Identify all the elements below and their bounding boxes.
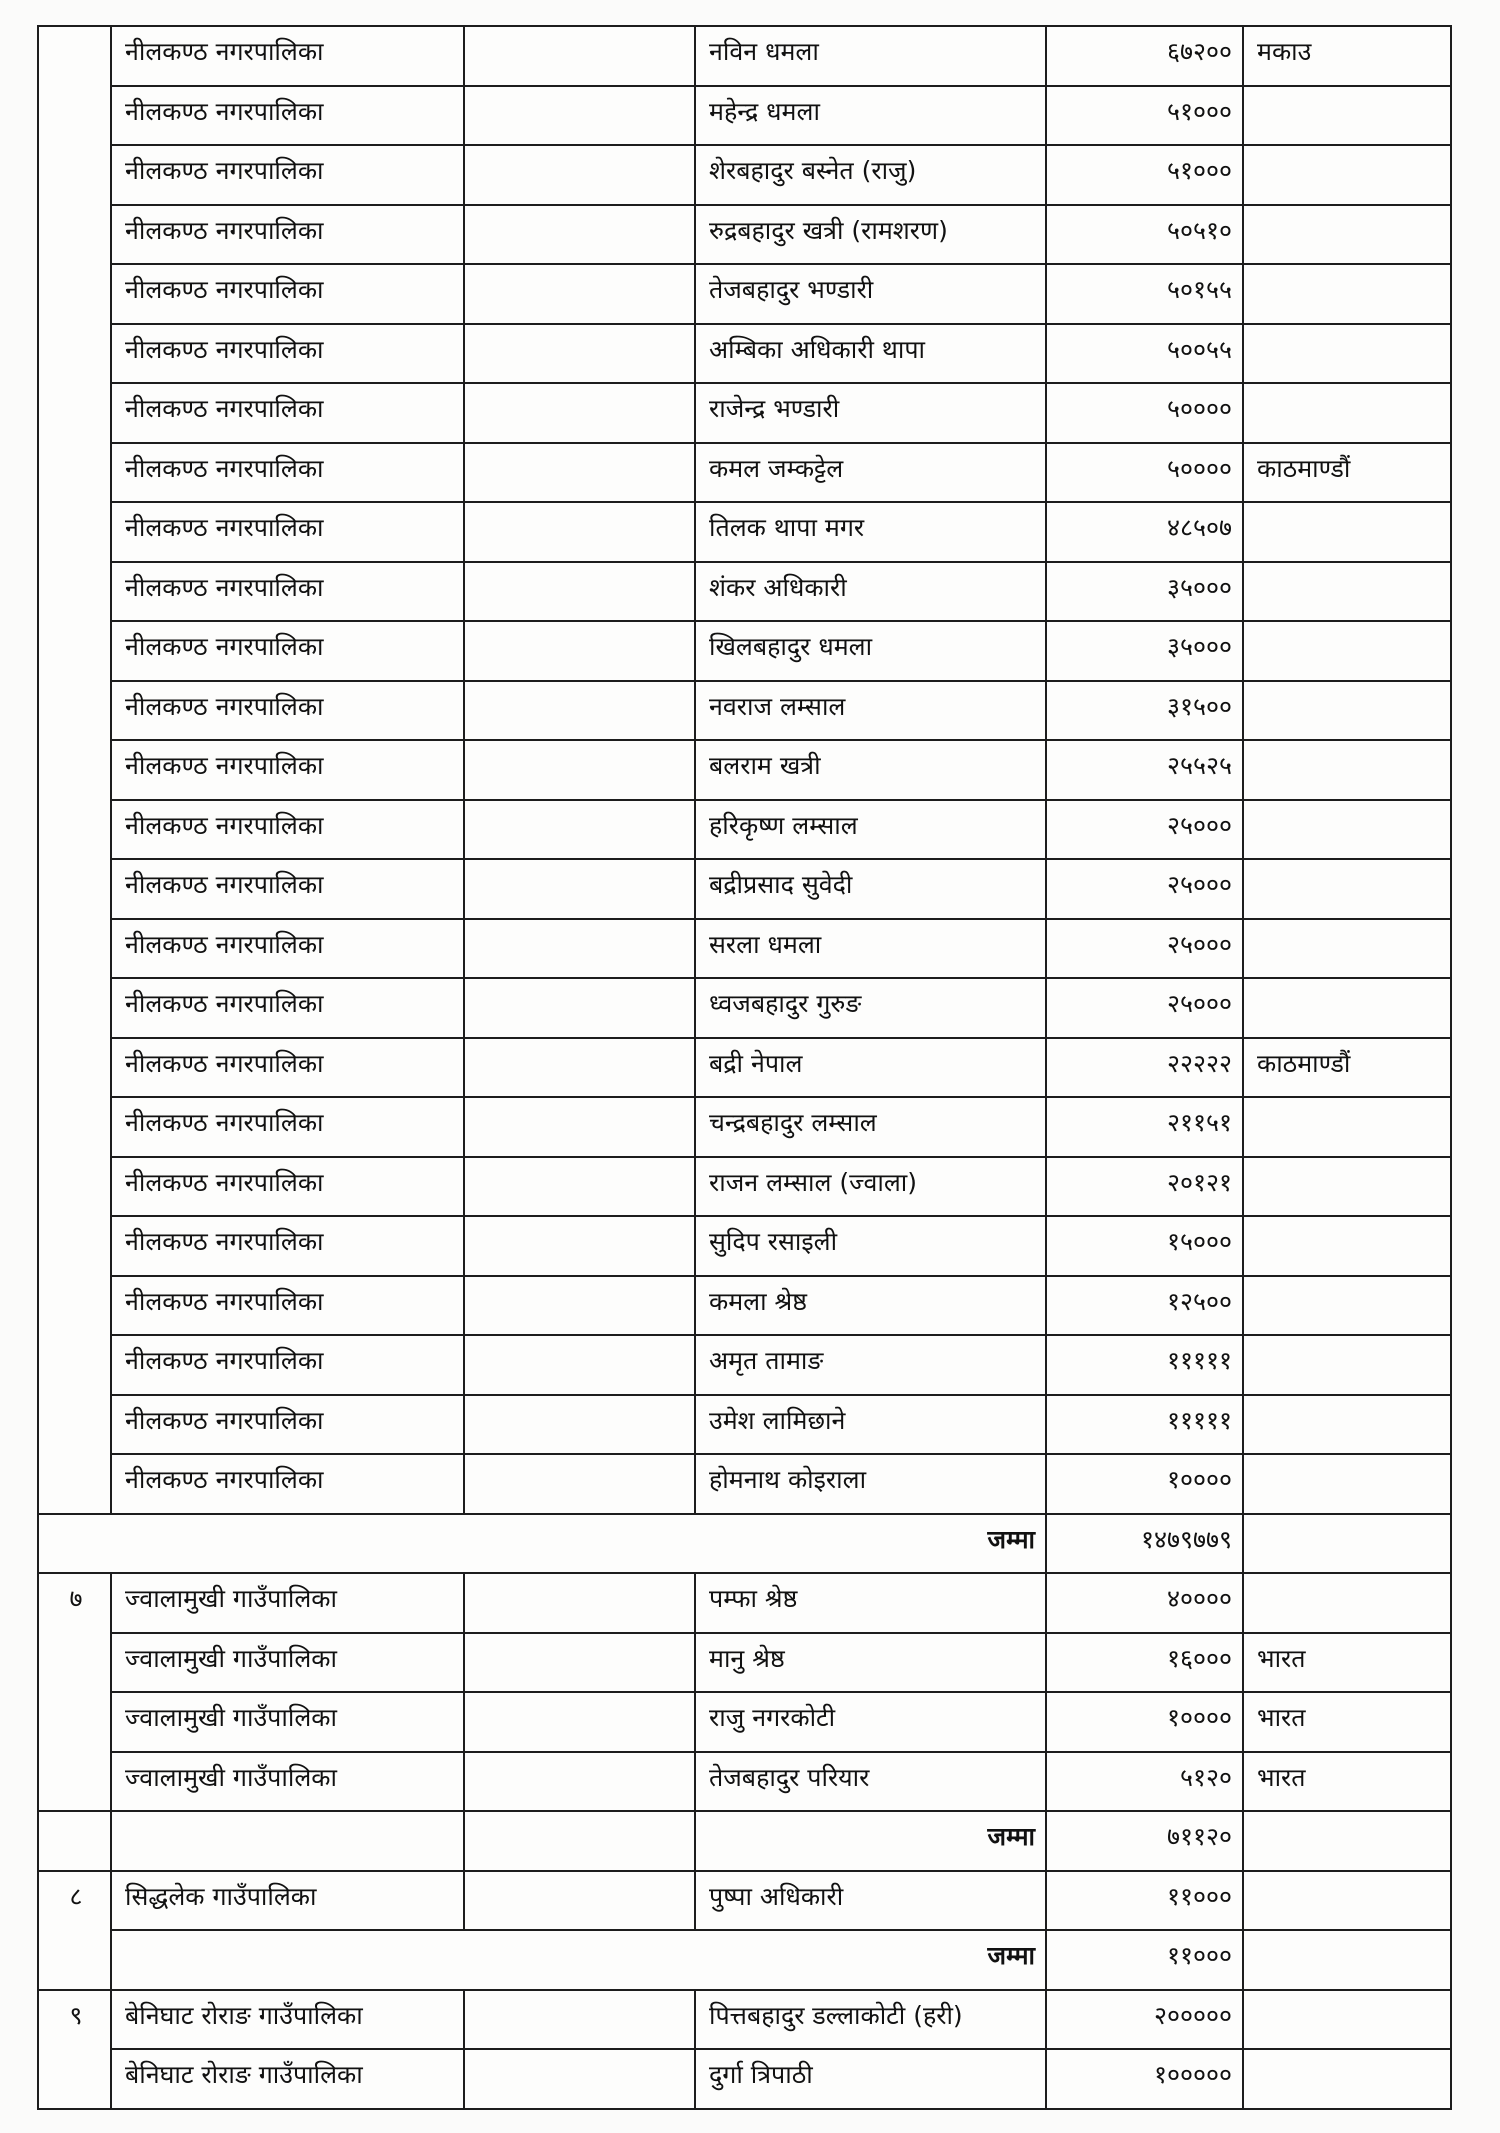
amount-cell: १११११ [1046,1335,1243,1395]
table-row [38,1097,1451,1157]
blank-cell [464,1276,695,1336]
location-cell [1243,502,1451,562]
total-row [38,1930,1451,1990]
total-row [38,1811,1451,1871]
municipality-cell: नीलकण्ठ नगरपालिका [111,740,464,800]
municipality-cell: बेनिघाट रोराङ गाउँपालिका [111,1990,464,2050]
municipality-cell: नीलकण्ठ नगरपालिका [111,859,464,919]
municipality-cell: नीलकण्ठ नगरपालिका [111,383,464,443]
total-row [38,1514,1451,1574]
blank-cell [464,1038,695,1098]
blank-cell [464,1871,695,1931]
blank-cell [464,145,695,205]
municipality-cell: नीलकण्ठ नगरपालिका [111,978,464,1038]
name-cell: कमल जम्कट्टेल [695,443,1046,503]
blank-cell [464,383,695,443]
amount-cell: २५००० [1046,919,1243,979]
location-cell [1243,800,1451,860]
amount-cell: ५०५१० [1046,205,1243,265]
municipality-cell: नीलकण्ठ नगरपालिका [111,1276,464,1336]
name-cell: उमेश लामिछाने [695,1395,1046,1455]
blank-cell [464,324,695,384]
location-cell [1243,1990,1451,2050]
location-cell [1243,145,1451,205]
serial-cell: ७ [38,1573,111,1811]
table-row [38,1454,1451,1514]
name-cell: सरला धमला [695,919,1046,979]
table-row [38,26,1451,86]
municipality-cell: ज्वालामुखी गाउँपालिका [111,1573,464,1633]
location-cell [1243,86,1451,146]
municipality-cell: ज्वालामुखी गाउँपालिका [111,1692,464,1752]
name-cell: हरिकृष्ण लम्साल [695,800,1046,860]
name-cell: रुद्रबहादुर खत्री (रामशरण) [695,205,1046,265]
location-cell [1243,1395,1451,1455]
amount-cell: ४८५०७ [1046,502,1243,562]
table-row [38,205,1451,265]
municipality-cell: नीलकण्ठ नगरपालिका [111,324,464,384]
table-row [38,86,1451,146]
location-cell [1243,919,1451,979]
amount-cell: १६००० [1046,1633,1243,1693]
total-amount-cell: १४७९७७९ [1046,1514,1243,1574]
name-cell: पित्तबहादुर डल्लाकोटी (हरी) [695,1990,1046,2050]
location-cell [1243,621,1451,681]
location-cell [1243,978,1451,1038]
amount-cell: ५०००० [1046,443,1243,503]
blank-cell [464,502,695,562]
municipality-cell: ज्वालामुखी गाउँपालिका [111,1752,464,1812]
amount-cell: १०००० [1046,1692,1243,1752]
blank-cell [111,1811,464,1871]
table-row [38,859,1451,919]
table-row [38,2049,1451,2109]
total-label-cell: जम्मा [111,1930,1046,1990]
blank-cell [464,681,695,741]
location-cell: काठमाण्डौं [1243,1038,1451,1098]
blank-cell [464,1335,695,1395]
blank-cell [464,443,695,503]
name-cell: राजन लम्साल (ज्वाला) [695,1157,1046,1217]
amount-cell: १२५०० [1046,1276,1243,1336]
name-cell: मानु श्रेष्ठ [695,1633,1046,1693]
location-cell: मकाउ [1243,26,1451,86]
table-row [38,740,1451,800]
table-row [38,562,1451,622]
location-cell: काठमाण्डौं [1243,443,1451,503]
table-row [38,1038,1451,1098]
municipality-cell: नीलकण्ठ नगरपालिका [111,621,464,681]
amount-cell: २२२२२ [1046,1038,1243,1098]
blank-cell [464,205,695,265]
amount-cell: ६७२०० [1046,26,1243,86]
municipality-cell: नीलकण्ठ नगरपालिका [111,919,464,979]
table-row [38,1573,1451,1633]
blank-cell [464,1752,695,1812]
amount-cell: १५००० [1046,1216,1243,1276]
municipality-cell: नीलकण्ठ नगरपालिका [111,1038,464,1098]
location-cell [1243,562,1451,622]
blank-cell [464,264,695,324]
location-cell [1243,1514,1451,1574]
name-cell: तिलक थापा मगर [695,502,1046,562]
name-cell: राजु नगरकोटी [695,1692,1046,1752]
blank-cell [464,1573,695,1633]
table-row [38,621,1451,681]
name-cell: राजेन्द्र भण्डारी [695,383,1046,443]
municipality-cell: नीलकण्ठ नगरपालिका [111,1395,464,1455]
blank-cell [464,86,695,146]
location-cell: भारत [1243,1633,1451,1693]
amount-cell: ५०००० [1046,383,1243,443]
name-cell: खिलबहादुर धमला [695,621,1046,681]
blank-cell [464,859,695,919]
table-body [38,26,1451,2109]
location-cell [1243,1573,1451,1633]
location-cell [1243,1811,1451,1871]
amount-cell: २५००० [1046,859,1243,919]
total-amount-cell: ११००० [1046,1930,1243,1990]
amount-cell: २५००० [1046,978,1243,1038]
amount-cell: ११००० [1046,1871,1243,1931]
amount-cell: ४०००० [1046,1573,1243,1633]
name-cell: शेरबहादुर बस्नेत (राजु) [695,145,1046,205]
location-cell [1243,681,1451,741]
table-row [38,145,1451,205]
serial-cell [38,26,111,1514]
location-cell [1243,859,1451,919]
table-row [38,1871,1451,1931]
location-cell [1243,1871,1451,1931]
name-cell: होमनाथ कोइराला [695,1454,1046,1514]
name-cell: तेजबहादुर परियार [695,1752,1046,1812]
amount-cell: ५१२० [1046,1752,1243,1812]
municipality-cell: नीलकण्ठ नगरपालिका [111,26,464,86]
municipality-cell: नीलकण्ठ नगरपालिका [111,1216,464,1276]
amount-cell: १०००० [1046,1454,1243,1514]
serial-cell [38,1811,111,1871]
amount-cell: २००००० [1046,1990,1243,2050]
amount-cell: ५००५५ [1046,324,1243,384]
amount-cell: २५५२५ [1046,740,1243,800]
municipality-cell: नीलकण्ठ नगरपालिका [111,1157,464,1217]
table-row [38,1395,1451,1455]
beneficiary-table [37,25,1452,2110]
serial-cell: ८ [38,1871,111,1990]
total-amount-cell: ७११२० [1046,1811,1243,1871]
table-row [38,443,1451,503]
blank-cell [464,1157,695,1217]
blank-cell [464,26,695,86]
municipality-cell: ज्वालामुखी गाउँपालिका [111,1633,464,1693]
total-label-cell: जम्मा [695,1811,1046,1871]
blank-cell [464,1216,695,1276]
name-cell: अम्बिका अधिकारी थापा [695,324,1046,384]
name-cell: बद्रीप्रसाद सुवेदी [695,859,1046,919]
location-cell [1243,740,1451,800]
table-row [38,800,1451,860]
location-cell [1243,264,1451,324]
name-cell: नविन धमला [695,26,1046,86]
municipality-cell: नीलकण्ठ नगरपालिका [111,145,464,205]
table-row [38,264,1451,324]
municipality-cell: नीलकण्ठ नगरपालिका [111,562,464,622]
amount-cell: ५१००० [1046,145,1243,205]
name-cell: शंकर अधिकारी [695,562,1046,622]
blank-cell [464,1811,695,1871]
blank-cell [464,1990,695,2050]
location-cell [1243,1454,1451,1514]
location-cell: भारत [1243,1692,1451,1752]
name-cell: महेन्द्र धमला [695,86,1046,146]
location-cell [1243,1930,1451,1990]
blank-cell [464,1097,695,1157]
location-cell [1243,324,1451,384]
location-cell [1243,1097,1451,1157]
table-row [38,919,1451,979]
municipality-cell: सिद्धलेक गाउँपालिका [111,1871,464,1931]
serial-cell: ९ [38,1990,111,2109]
municipality-cell: नीलकण्ठ नगरपालिका [111,502,464,562]
municipality-cell: नीलकण्ठ नगरपालिका [111,1335,464,1395]
blank-cell [464,919,695,979]
name-cell: चन्द्रबहादुर लम्साल [695,1097,1046,1157]
blank-cell [464,1633,695,1693]
municipality-cell: नीलकण्ठ नगरपालिका [111,86,464,146]
table-row [38,978,1451,1038]
municipality-cell: नीलकण्ठ नगरपालिका [111,264,464,324]
table-row [38,1276,1451,1336]
name-cell: कमला श्रेष्ठ [695,1276,1046,1336]
table-row [38,324,1451,384]
municipality-cell: नीलकण्ठ नगरपालिका [111,205,464,265]
table-row [38,502,1451,562]
name-cell: सुदिप रसाइली [695,1216,1046,1276]
amount-cell: ३१५०० [1046,681,1243,741]
amount-cell: २५००० [1046,800,1243,860]
table-row [38,383,1451,443]
amount-cell: २११५१ [1046,1097,1243,1157]
amount-cell: ३५००० [1046,621,1243,681]
table-row [38,1990,1451,2050]
blank-cell [464,1395,695,1455]
municipality-cell: नीलकण्ठ नगरपालिका [111,1097,464,1157]
blank-cell [464,2049,695,2109]
location-cell [1243,2049,1451,2109]
blank-cell [464,1692,695,1752]
amount-cell: ३५००० [1046,562,1243,622]
amount-cell: १११११ [1046,1395,1243,1455]
municipality-cell: नीलकण्ठ नगरपालिका [111,443,464,503]
location-cell [1243,1276,1451,1336]
table-row [38,1157,1451,1217]
amount-cell: १००००० [1046,2049,1243,2109]
table-row [38,1335,1451,1395]
amount-cell: २०१२१ [1046,1157,1243,1217]
table-row [38,681,1451,741]
name-cell: बलराम खत्री [695,740,1046,800]
municipality-cell: नीलकण्ठ नगरपालिका [111,1454,464,1514]
location-cell [1243,205,1451,265]
blank-cell [464,562,695,622]
location-cell: भारत [1243,1752,1451,1812]
total-label-cell: जम्मा [38,1514,1046,1574]
table-row [38,1633,1451,1693]
blank-cell [464,1454,695,1514]
name-cell: पम्फा श्रेष्ठ [695,1573,1046,1633]
blank-cell [464,740,695,800]
name-cell: तेजबहादुर भण्डारी [695,264,1046,324]
name-cell: नवराज लम्साल [695,681,1046,741]
name-cell: अमृत तामाङ [695,1335,1046,1395]
table-row [38,1752,1451,1812]
blank-cell [464,978,695,1038]
amount-cell: ५०१५५ [1046,264,1243,324]
amount-cell: ५१००० [1046,86,1243,146]
municipality-cell: नीलकण्ठ नगरपालिका [111,681,464,741]
table-row [38,1692,1451,1752]
municipality-cell: नीलकण्ठ नगरपालिका [111,800,464,860]
name-cell: बद्री नेपाल [695,1038,1046,1098]
location-cell [1243,1157,1451,1217]
location-cell [1243,1335,1451,1395]
location-cell [1243,383,1451,443]
municipality-cell: बेनिघाट रोराङ गाउँपालिका [111,2049,464,2109]
blank-cell [464,800,695,860]
table-row [38,1216,1451,1276]
blank-cell [464,621,695,681]
name-cell: ध्वजबहादुर गुरुङ [695,978,1046,1038]
name-cell: दुर्गा त्रिपाठी [695,2049,1046,2109]
location-cell [1243,1216,1451,1276]
name-cell: पुष्पा अधिकारी [695,1871,1046,1931]
